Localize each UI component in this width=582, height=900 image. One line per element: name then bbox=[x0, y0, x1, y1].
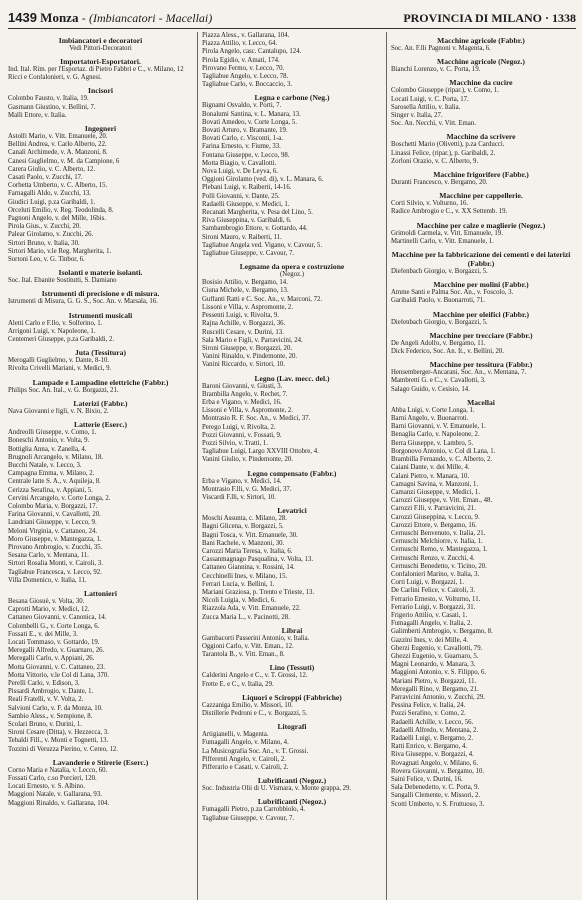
directory-entry: Cervini Arcangelo, v. Corte Longa, 2. bbox=[8, 494, 111, 502]
header-right: PROVINCIA DI MILANO · 1338 bbox=[403, 11, 576, 25]
directory-entry: Corbetta Umberto, v. C. Alberto, 15. bbox=[8, 182, 108, 190]
directory-entry: Casati Paolo, v. Zucchi, 17. bbox=[8, 174, 83, 182]
directory-entry: Abba Luigi, v. Corte Longa, 1. bbox=[391, 406, 475, 414]
directory-entry: Nova Luigi, v. De Leyva, 6. bbox=[202, 168, 279, 176]
directory-entry: Maggioni Rinaldo, v. Gallarana, 104. bbox=[8, 799, 110, 807]
directory-entry: Tagliabue Luigi, Largo XXVIII Ottobre, 4. bbox=[202, 448, 319, 456]
directory-entry: Ferrari Lucia, v. Bellini, 1. bbox=[202, 580, 275, 588]
header-left: 1439 Monza - (Imbiancatori - Macellai) bbox=[8, 10, 213, 25]
directory-entry: Reali Fratelli, v. V. Volta, 2. bbox=[8, 696, 84, 704]
directory-entry: Bosisio Attilio, v. Bergamo, 14. bbox=[202, 279, 288, 287]
directory-entry: Salago Guido, v. Cesisio, 14. bbox=[391, 385, 470, 393]
page-number: 1439 bbox=[8, 10, 37, 25]
directory-entry: Bucchi Natale, v. Lecco, 3. bbox=[8, 461, 82, 469]
directory-entry: Bani Rachele, v. Manzoni, 30. bbox=[202, 539, 285, 547]
directory-entry: Pirola Egidio, v. Amati, 174. bbox=[202, 56, 280, 64]
directory-entry: Oggioni Carlo, v. Vitt. Eman., 12. bbox=[202, 643, 294, 650]
directory-entry: Landriani Giuseppe, v. Lecco, 9. bbox=[8, 519, 97, 527]
section-heading: Macchine agricole (Negoz.) bbox=[437, 57, 525, 67]
directory-entry: Tarantola B., v. Vitt. Eman., 8. bbox=[202, 651, 285, 659]
directory-entry: Calani Pietro, v. Manara, 10. bbox=[391, 472, 470, 480]
directory-entry: Ratti Enrico, v. Bergamo, 4. bbox=[391, 743, 468, 751]
directory-entry: Maggioni Natale, v. Gallarana, 93. bbox=[8, 791, 102, 799]
directory-entry: Polli Giovanni, v. Dante, 25. bbox=[202, 192, 280, 200]
directory-entry: Riva Giuseppina, v. Garibaldi, 6. bbox=[202, 217, 292, 225]
directory-entry: Fossati Carlo, c.so Porcieri, 120. bbox=[8, 775, 97, 783]
directory-entry: Vanini Riccardo, v. Sirtori, 10. bbox=[202, 361, 285, 369]
directory-entry: Bianchi Lorenzo, v. C. Porta, 19. bbox=[391, 66, 481, 74]
directory-entry: Gambacorti Passerini Antonio, v. Italia. bbox=[202, 634, 310, 642]
directory-entry: Sirtori Rosalia Monti, v. Cairoli, 3. bbox=[8, 560, 103, 568]
directory-entry: Piazza Attilio, v. Lecco, 64. bbox=[202, 40, 278, 48]
directory-entry: Galimberti Ambrogio, v. Bergamo, 8. bbox=[391, 628, 493, 636]
directory-entry: Campagna Emma, v. Milano, 2. bbox=[8, 470, 95, 478]
directory-entry: Tagliabue Francesca, v. Lecco, 92. bbox=[8, 568, 102, 576]
directory-entry: Pirola Angelo, casc. Cantalupo, 124. bbox=[202, 48, 302, 56]
directory-entry: Ricci e Confalonieri, v. G. Agnesi. bbox=[8, 74, 102, 82]
directory-entry: Radice Ambrogio e C., v. XX Settemb. 19. bbox=[391, 208, 508, 216]
directory-entry: Mambretti G. e C., v. Cavallotti, 3. bbox=[391, 377, 486, 385]
directory-entry: Locati Luigi, v. C. Porta, 17. bbox=[391, 95, 469, 103]
directory-entry: Sortoni Leo, v. G. Tinbor, 6. bbox=[8, 256, 85, 264]
directory-entry: Scolari Bruno, v. Durini, 1. bbox=[8, 721, 82, 728]
directory-entry: Giudici Luigi, p.za Garibaldi, 1. bbox=[8, 198, 96, 206]
directory-entry: Bagni Tosca, v. Vitt. Emanuele, 30. bbox=[202, 531, 298, 539]
section-heading: Macchine per tessitura (Fabbr.) bbox=[429, 360, 533, 370]
directory-entry: Hensemberger-Ancarani, Soc. An., v. Mentana, 7. bbox=[391, 369, 527, 377]
directory-entry: Farina Giovanni, v. Cavallotti, 20. bbox=[8, 511, 101, 519]
directory-entry: Berra Giuseppe, v. Lambro, 5. bbox=[391, 439, 474, 447]
section-heading: Legname da opera e costruzione bbox=[239, 262, 345, 272]
directory-entry: Orceluti Emilio, v. Reg. Teodolinda, 8. bbox=[8, 206, 114, 214]
directory-entry: Confalonieri Marino, v. Italia, 3. bbox=[391, 570, 480, 578]
section-heading: Litografi bbox=[277, 722, 307, 732]
directory-entry: Canesi Guglielmo, v. M. da Campione, 6 bbox=[8, 157, 120, 165]
directory-entry: Istrumenti di Misura, G. G. S., Soc. An. v. Marsala, 16. bbox=[8, 298, 158, 306]
section-heading: Istrumenti di precisione e di misura. bbox=[41, 289, 160, 299]
directory-entry: Colombo Fausto, v. Italia, 19. bbox=[8, 95, 89, 103]
directory-entry: Motta Vittorio, v.le Col di Lana, 370. bbox=[8, 671, 109, 679]
directory-entry: Moro Giuseppe, v. Mantegazza, 1. bbox=[8, 535, 102, 543]
directory-entry: Dick Federico, Soc. An. It., v. Bellini, 20. bbox=[391, 348, 505, 356]
directory-entry: Cernuschi Benvenuto, v. Italia, 21. bbox=[391, 529, 486, 537]
directory-entry: Piazza Aless., v. Gallarana, 104. bbox=[202, 32, 290, 39]
directory-entry: Arrigoni Luigi, v. Napoleone, 1. bbox=[8, 327, 96, 335]
directory-entry: Camagni Savina, v. Manzoni, 1. bbox=[391, 480, 479, 488]
directory-entry: Saini Felice, v. Durini, 16. bbox=[391, 776, 463, 784]
directory-entry: Pirola Gius., v. Zucchi, 20. bbox=[8, 223, 81, 231]
directory-entry: Gasmann Giustino, v. Bellini, 7. bbox=[8, 103, 96, 111]
directory-entry: Sirtori Mario, v.le Reg. Margherita, 1. bbox=[8, 247, 112, 255]
directory-entry: Meregalli Alfredo, v. Guarnaro, 26. bbox=[8, 647, 105, 655]
directory-entry: Brambilla Fernando, v. C. Alberto, 2. bbox=[391, 456, 493, 464]
columns-container bbox=[8, 32, 576, 900]
directory-entry: Sambambrogio Ettore, v. Gottardo, 44. bbox=[202, 225, 308, 233]
directory-entry: Sironi Cesare (Ditta), v. Hezzecca, 3. bbox=[8, 729, 109, 737]
directory-entry: Cerizza Serafina, v. Appiani, 5. bbox=[8, 486, 93, 494]
directory-entry: Plebani Luigi, v. Raiberti, 14-16. bbox=[202, 184, 292, 192]
directory-entry: Colombo Maria, v. Borgazzi, 17. bbox=[8, 502, 98, 510]
section-heading: Macchine per trecciare (Fabbr.) bbox=[429, 330, 533, 340]
section-heading: Imbiancatori e decoratori bbox=[58, 36, 143, 45]
directory-entry: Radaelli Achille, v. Lecco, 56. bbox=[391, 718, 474, 726]
directory-entry: Rajna Achille, v. Borgazzi, 36. bbox=[202, 320, 286, 328]
directory-entry: Salvioni Carlo, v. F. da Monza, 10. bbox=[8, 704, 103, 712]
directory-entry: Fossati E., v. dei Mille, 3. bbox=[8, 630, 78, 638]
section-heading: Laterizi (Fabbr.) bbox=[73, 398, 128, 408]
directory-entry: Fumagalli Angelo, v. Italia, 2. bbox=[391, 620, 473, 628]
directory-entry: Meregalli Carlo, v. Appiani, 26. bbox=[8, 655, 95, 663]
directory-entry: Lissoni e Villa, v. Aspromonte, 2. bbox=[202, 303, 293, 311]
directory-entry: Pifferario e Casati, v. Cairoli, 2. bbox=[202, 764, 289, 772]
section-heading: Juta (Tessitura) bbox=[75, 348, 126, 358]
directory-entry: Pessina Felice, v. Italia, 24. bbox=[391, 702, 466, 710]
section-heading: Macchine per cappellerie. bbox=[439, 191, 523, 201]
section-heading: Librai bbox=[281, 625, 303, 635]
directory-entry: Canali Archimede, v. A. Manzoni, 8. bbox=[8, 149, 108, 157]
section-heading: Macchine da cucire bbox=[449, 78, 513, 88]
section-heading: Lattonieri bbox=[84, 588, 117, 598]
directory-entry: Frette E. e C., v. Italia, 29. bbox=[202, 680, 274, 688]
directory-entry: Farina Ernesto, v. Fiume, 33. bbox=[202, 143, 281, 151]
directory-entry: Lissoni e Villa, v. Aspromonte, 2. bbox=[202, 407, 293, 415]
directory-entry: Nicoli Luigia, v. Medici, 6. bbox=[202, 597, 276, 605]
directory-entry: Ferrario Luigi, v. Borgazzi, 31. bbox=[391, 603, 476, 611]
directory-entry: Pifferenti Angelo, v. Cairoli, 2. bbox=[202, 755, 287, 763]
directory-entry: Vanini Giulio, v. Pindemonte, 20. bbox=[202, 456, 293, 464]
directory-entry: Boneschi Antonio, v. Volta, 9. bbox=[8, 437, 90, 445]
directory-entry: Pirovano Ambrogio, v. Zucchi, 35. bbox=[8, 543, 103, 551]
directory-entry: Locati Tommaso, v. Gottardo, 19. bbox=[8, 638, 100, 646]
section-heading: Macchine per oleifici (Fabbr.) bbox=[432, 309, 530, 319]
directory-entry: Andreolli Giuseppe, v. Como, 1. bbox=[8, 429, 97, 437]
directory-entry: Boschetti Mario (Olivetti), p.za Carducci. bbox=[391, 141, 505, 149]
directory-entry: Soc. An. Necchi, v. Vitt. Eman. bbox=[391, 120, 476, 128]
directory-entry: Fontana Giuseppe, v. Lecco, 98. bbox=[202, 151, 290, 159]
directory-entry: Meloni Virginia, v. Cattaneo, 24. bbox=[8, 527, 98, 535]
directory-entry: Erba e Vigano, v. Medici, 14. bbox=[202, 477, 282, 485]
directory-entry: Motta Biagio, v. Cavallotti. bbox=[202, 159, 277, 167]
directory-entry: Locati Ernesto, v. S. Albino. bbox=[8, 783, 85, 791]
directory-entry: Sala Mario e Figli, v. Parravicini, 24. bbox=[202, 336, 303, 344]
directory-entry: Parravicini Antonio, v. Zucchi, 29. bbox=[391, 693, 485, 701]
directory-entry: Cassanmagnago Pasqualina, v. Volta, 13. bbox=[202, 556, 314, 564]
directory-entry: Frigerio Attilio, v. Casati, 1. bbox=[391, 611, 468, 619]
directory-entry: Cattaneo Giannina, v. Rossini, 14. bbox=[202, 564, 295, 572]
section-heading: Latterie (Eserc.) bbox=[74, 420, 127, 430]
column-1 bbox=[8, 32, 197, 900]
directory-entry: Riva Giuseppe, v. Borgazzi, 4. bbox=[391, 751, 474, 759]
section-heading: Macellai bbox=[467, 397, 495, 407]
directory-entry: Viscardi F.lli, v. Sirtori, 10. bbox=[202, 493, 276, 501]
directory-entry: Bottiglia Anna, v. Zanella, 4. bbox=[8, 445, 87, 453]
section-heading: Istrumenti musicali bbox=[68, 310, 133, 320]
directory-entry: Bagni Glicena, v. Borgazzi, 5. bbox=[202, 523, 284, 531]
directory-entry: Pozzi Serafino, v. Como, 2. bbox=[391, 710, 466, 718]
directory-entry: Cernuschi Renzo, v. Zucchi, 4. bbox=[391, 554, 475, 562]
directory-entry: Colombelli G., v. Corte Longa, 6. bbox=[8, 622, 100, 630]
directory-entry: Moschi Assunta, c. Milano, 28. bbox=[202, 515, 287, 523]
directory-entry: Montrasio R. F. Soc. An., v. Medici, 37. bbox=[202, 415, 311, 423]
town-name: Monza bbox=[40, 10, 79, 25]
directory-entry: Bonalumi Santina, v. L. Manara, 13. bbox=[202, 110, 301, 118]
directory-entry: Besana Giosuè, v. Volta, 30. bbox=[8, 597, 85, 605]
section-heading: Macchine frigorifere (Fabbr.) bbox=[433, 170, 529, 180]
column-3 bbox=[386, 32, 575, 900]
directory-entry: Pissardi Ambrogio, v. Dante, 1. bbox=[8, 688, 94, 696]
directory-entry: Pirovano Fermo, v. Lecco, 70. bbox=[202, 64, 285, 72]
directory-entry: Malli Ettore, v. Italia. bbox=[8, 111, 67, 119]
directory-entry: Carozzi F.lli, v. Parravicini, 21. bbox=[391, 505, 476, 513]
directory-entry: Amme Santi e Palma Soc. An., v. Foscolo, 3. bbox=[391, 289, 514, 297]
section-heading: Macchine da scrivere bbox=[446, 132, 516, 142]
directory-entry: Rovera Giovanni, v. Bergamo, 10. bbox=[391, 767, 485, 775]
directory-entry: Montrasio F.lli, v. G. Medici, 37. bbox=[202, 485, 292, 493]
directory-entry: Carozzi Maria Teresa, v. Italia, 6. bbox=[202, 547, 293, 555]
directory-entry: Tagliabue Carlo, v. Boccaccio, 3. bbox=[202, 81, 293, 89]
section-heading: Lampade e Lampadine elettriche (Fabbr.) bbox=[32, 377, 169, 387]
directory-entry: Guffanti Ratti e C. Soc. An., v. Marconi, 72. bbox=[202, 295, 323, 303]
directory-entry: Tagliabue Giuseppe, v. Cavour, 7. bbox=[202, 814, 295, 822]
directory-entry: De Carlini Felice, v. Cairoli, 3. bbox=[391, 587, 475, 595]
directory-entry: Rivolta Crivelli Mariani, v. Medici, 9. bbox=[8, 365, 112, 373]
directory-entry: Soc. Industria Olii di U. Vismara, v. Monte grappa, 29. bbox=[202, 785, 352, 793]
directory-entry: Benaglia Carlo, v. Napoleone, 2. bbox=[391, 431, 480, 439]
directory-entry: Centrale latte S. A., v. Aquileja, 8. bbox=[8, 478, 101, 486]
directory-entry: Nava Giovanni e figli, v. N. Bixio, 2. bbox=[8, 407, 109, 415]
directory-entry: Mariani Pietro, v. Borgazzi, 11. bbox=[391, 677, 477, 685]
directory-entry: Radaelli Giuseppe, v. Medici, 1. bbox=[202, 200, 290, 208]
section-heading: Liquori e Sciroppi (Fabbriche) bbox=[242, 692, 342, 702]
directory-entry: Soc. An. F.lli Pagnoni v. Magenta, 6. bbox=[391, 45, 491, 52]
section-heading: Incisori bbox=[88, 86, 113, 96]
section-heading: Legno compensato (Fabbr.) bbox=[247, 468, 337, 478]
directory-entry: Palear Girolamo, v. Zucchi, 26. bbox=[8, 231, 94, 239]
directory-entry: Mariani Graziosa, p. Trento e Trieste, 13. bbox=[202, 588, 315, 596]
directory-entry: Garibaldi Paolo, v. Buonarroti, 71. bbox=[391, 297, 485, 305]
directory-entry: Carera Giulio, v. C. Alberto, 12. bbox=[8, 165, 96, 173]
directory-entry: Soc. Ital. Ebanite Sostitutti, S. Damiano bbox=[8, 277, 117, 285]
directory-entry: Baroni Giovanni, v. Giusti, 3. bbox=[202, 382, 283, 390]
directory-entry: Sambio Aless., v. Sempione, 8. bbox=[8, 712, 93, 720]
directory-entry: Perelli Carlo, v. Edison, 3. bbox=[8, 679, 80, 687]
directory-entry: Cazzaniga Emilio, v. Missori, 10. bbox=[202, 701, 293, 709]
section-heading: Macchine per la fabbricazione dei cementi e dei laterizi (Fabbr.) bbox=[391, 250, 571, 269]
directory-entry: Camanzi Giuseppe, v. Medici, 1. bbox=[391, 488, 481, 496]
directory-entry: Carozzi Ettore, v. Bergamo, 16. bbox=[391, 521, 477, 529]
directory-entry: Motta Giovanni, v. C. Cattaneo, 23. bbox=[8, 663, 105, 671]
section-subheading: (Negoz.) bbox=[280, 271, 304, 279]
directory-entry: Corti Luigi, v. Borgazzi, 1. bbox=[391, 579, 465, 587]
directory-entry: Astolfi Mario, v. Vitt. Emanuele, 20. bbox=[8, 133, 108, 141]
directory-entry: Merogalli Guglielmo, v. Dante, 8-10. bbox=[8, 357, 110, 365]
directory-entry: Bovati Arturo, v. Bramante, 19. bbox=[202, 127, 288, 135]
directory-entry: Diefenbach Giorgio, v. Borgazzi, 5. bbox=[391, 268, 488, 276]
section-range: (Imbiancatori - Macellai) bbox=[88, 11, 213, 25]
directory-entry: Riazzola Ada, v. Vitt. Emanuele, 22. bbox=[202, 605, 301, 613]
directory-entry: Ciuna Michele, v. Bergamo, 13. bbox=[202, 287, 289, 295]
directory-entry: Gazzini Ines, v. dei Mille, 4. bbox=[391, 636, 469, 644]
directory-entry: Pozzi Giovanni, v. Fossati, 9. bbox=[202, 431, 282, 439]
directory-entry: Ruscelli Cesare, v. Durini, 13. bbox=[202, 328, 284, 336]
directory-entry: Radaelli Alfredo, v. Mentana, 2. bbox=[391, 726, 479, 734]
directory-entry: Philips Soc. An. Ital., v. G. Borgazzi, 21. bbox=[8, 386, 119, 394]
directory-entry: Sironi Giuseppe, v. Borgazzi, 20. bbox=[202, 344, 293, 352]
directory-entry: Scotti Umberto, v. S. Fruttuoso, 3. bbox=[391, 800, 485, 808]
directory-entry: Ind. Ital. Rim. per l'Esportaz. di Pietro Fabbri e C., v. Milano, 12 bbox=[8, 66, 184, 73]
directory-entry: Diefenbach Giorgio, v. Borgazzi, 5. bbox=[391, 318, 488, 326]
directory-entry: Cattaneo Giovanni, v. Canonica, 14. bbox=[8, 614, 107, 622]
directory-entry: Sirtori Bruno, v. Italia, 30. bbox=[8, 239, 80, 247]
directory-entry: Tebaldi Fill., v. Monti e Tognetti, 13. bbox=[8, 737, 109, 745]
section-heading: Lavanderie e Stirerie (Eserc.) bbox=[52, 757, 149, 767]
directory-entry: Cernuschi Melchiorre, v. Italia, 1. bbox=[391, 538, 483, 546]
directory-entry: Radaelli Luigi, v. Bergamo, 2. bbox=[391, 735, 474, 742]
directory-entry: Gherzi Eugenio, v. Cavallotti, 79. bbox=[391, 644, 483, 652]
directory-entry: Colombo Giuseppe (ripar.), v. Como, 1. bbox=[391, 87, 499, 95]
directory-entry: Pessenti Luigi, v. Rivolta, 9. bbox=[202, 312, 279, 320]
directory-entry: Pozzi Silvio, v. Tratti, 1. bbox=[202, 439, 269, 447]
directory-entry: Carozzi Giuseppina, v. Lecco, 9. bbox=[391, 513, 480, 521]
directory-entry: Magni Leonardo, v. Manara, 3. bbox=[391, 661, 476, 669]
directory-entry: Tagliabue Angelo, v. Lecco, 78. bbox=[202, 73, 289, 81]
section-heading: Lino (Tessuti) bbox=[269, 663, 315, 673]
directory-entry: Rovagnati Angelo, v. Milano, 6. bbox=[391, 759, 479, 767]
directory-entry: Oggioni Girolamo (ved. di), v. L. Manara, 6. bbox=[202, 176, 324, 184]
column-2 bbox=[197, 32, 386, 900]
directory-entry: Cecchinelli Ines, v. Milano, 15. bbox=[202, 572, 288, 580]
directory-entry: Singer v. Italia, 27. bbox=[391, 112, 443, 120]
directory-entry: Martinelli Carlo, v. Vitt. Emanuele, 1. bbox=[391, 237, 494, 245]
directory-entry: Calderini Angelo e C., v. T. Grossi, 12. bbox=[202, 672, 308, 680]
directory-entry: Perego Luigi, v. Rivolta, 2. bbox=[202, 423, 276, 431]
directory-entry: Sarosella Attilio, v. Italia. bbox=[391, 103, 461, 111]
directory-entry: Bovati Carlo, c. Visconti, 1-a. bbox=[202, 135, 284, 143]
section-heading: Macchine agricole (Fabbr.) bbox=[437, 36, 525, 45]
directory-entry: Fumagalli Pietro, p.za Carrobbiolo, 4. bbox=[202, 806, 306, 814]
directory-entry: Brambilla Angelo, v. Rechet, 7. bbox=[202, 390, 288, 398]
directory-entry: Recanati Margherita, v. Pesa del Lino, 5. bbox=[202, 209, 313, 217]
directory-entry: Zucca Maria L., v. Pacinotti, 28. bbox=[202, 613, 290, 621]
directory-entry: Duranti Francesco, v. Bergamo, 20. bbox=[391, 179, 488, 187]
section-heading: Legno (Lav. mecc. del.) bbox=[254, 373, 330, 383]
directory-entry: Vanini Rinaldo, v. Pindemonte, 20. bbox=[202, 353, 298, 361]
directory-entry: Corno Maria e Natalia, v. Lecco, 60. bbox=[8, 766, 108, 774]
directory-entry: Sangalli Clemente, v. Missori, 2. bbox=[391, 792, 481, 800]
directory-entry: Maggioni Antonio, v. S. Filippo, 6. bbox=[391, 669, 487, 677]
directory-entry: Grimoldi Carmela, v. Vitt. Emanuele, 19. bbox=[391, 229, 503, 237]
directory-entry: Centemeri Giuseppe, p.za Garibaldi, 2. bbox=[8, 336, 115, 344]
section-heading: Importatori-Esportatori. bbox=[60, 57, 141, 66]
directory-entry: Distillerie Pedroni e C., v. Borgazzi, 5. bbox=[202, 710, 308, 718]
section-heading: Macchine per calze e maglierie (Negoz.) bbox=[416, 220, 546, 230]
directory-entry: Ghezzi Eugenio, v. Guarnaro, 5. bbox=[391, 652, 479, 660]
section-heading: Legna e carbone (Neg.) bbox=[254, 93, 330, 103]
section-heading: Macchine per molini (Fabbr.) bbox=[433, 280, 529, 290]
directory-entry: Zorloni Orazio, v. C. Alberto, 9. bbox=[391, 157, 479, 165]
section-heading: Isolanti e materie isolanti. bbox=[58, 268, 143, 278]
directory-entry: Barni Angelo, v. Buonarroti. bbox=[391, 415, 469, 423]
directory-entry: Borgonovo Antonio, v. Col di Lana, 1. bbox=[391, 447, 496, 455]
directory-entry: Bovati Amedeo, v. Corte Longa, 5. bbox=[202, 118, 297, 126]
section-subheading: Vedi Pittori-Decoratori bbox=[69, 45, 132, 52]
directory-entry: Linassi Felice, (ripar.), p. Garibaldi, 2. bbox=[391, 149, 496, 157]
directory-entry: Bellini Andrea, v. Carlo Alberto, 22. bbox=[8, 141, 107, 149]
section-heading: Levatrici bbox=[277, 506, 307, 516]
directory-entry: Carozzi Giuseppe, v. Vitt. Eman., 48. bbox=[391, 497, 493, 505]
directory-entry: Sala Debenedetto, v. C. Porta, 9. bbox=[391, 784, 480, 792]
directory-entry: Artigianelli, v. Magenta. bbox=[202, 731, 269, 739]
directory-entry: Tagliabue Angela ved. Vigano, v. Cavour, 5. bbox=[202, 241, 323, 249]
directory-entry: Erba e Vigano, v. Medici, 16. bbox=[202, 398, 282, 406]
directory-entry: De Angeli Adolfo, v. Bergamo, 11. bbox=[391, 339, 486, 347]
directory-entry: Fumagalli Angelo, v. Milano, 4. bbox=[202, 739, 289, 747]
directory-entry: Brugnoli Arcangelo, v. Milano, 18. bbox=[8, 453, 104, 461]
directory-entry: Caprotti Mario, v. Medici, 12. bbox=[8, 606, 90, 614]
directory-entry: Cernuschi Remo, v. Mantegazza, 1. bbox=[391, 546, 488, 554]
directory-entry: Meregalli Rino, v. Bergamo, 21. bbox=[391, 685, 479, 693]
directory-entry: La Musicografia Soc. An., v. T. Grossi. bbox=[202, 747, 309, 755]
directory-entry: Barni Giovanni, v. V. Emanuele, 1. bbox=[391, 423, 486, 431]
directory-entry: Corti Silvio, v. Volturno, 16. bbox=[391, 200, 469, 208]
directory-entry: Cernuschi Benedetto, v. Ticino, 20. bbox=[391, 562, 487, 570]
directory-entry: Pagnoni Angelo, v. del Mille, 16bis. bbox=[8, 215, 106, 223]
directory-entry: Sironi Mauro, v. Raiberti, 11. bbox=[202, 233, 282, 241]
directory-entry: Ferrario Ernesto, v. Volturno, 11. bbox=[391, 595, 481, 603]
directory-entry: Bignami Osvaldo, v. Porti, 7. bbox=[202, 102, 282, 110]
section-heading: Lubrificanti (Negoz.) bbox=[257, 776, 327, 786]
directory-entry: Farnagalli Aldo, v. Zucchi, 13. bbox=[8, 190, 91, 198]
directory-entry: Tozzini di Veruzza Pierino, v. Cereo, 12. bbox=[8, 745, 118, 753]
directory-entry: Tagliabue Giuseppe, v. Cavour, 7. bbox=[202, 250, 295, 258]
section-heading: Lubrificanti (Negoz.) bbox=[257, 797, 327, 807]
directory-entry: Aletti Carlo e F.llo, v. Solferino, 1. bbox=[8, 319, 103, 327]
directory-entry: Sesana Carlo, v. Mentana, 11. bbox=[8, 552, 89, 560]
directory-entry: Caiani Dante, v. dei Mille, 4. bbox=[391, 464, 470, 472]
page-header bbox=[8, 10, 576, 29]
section-heading: Ingegneri bbox=[84, 124, 117, 134]
directory-entry: Villa Domenico, v. Italia, 11. bbox=[8, 576, 87, 584]
